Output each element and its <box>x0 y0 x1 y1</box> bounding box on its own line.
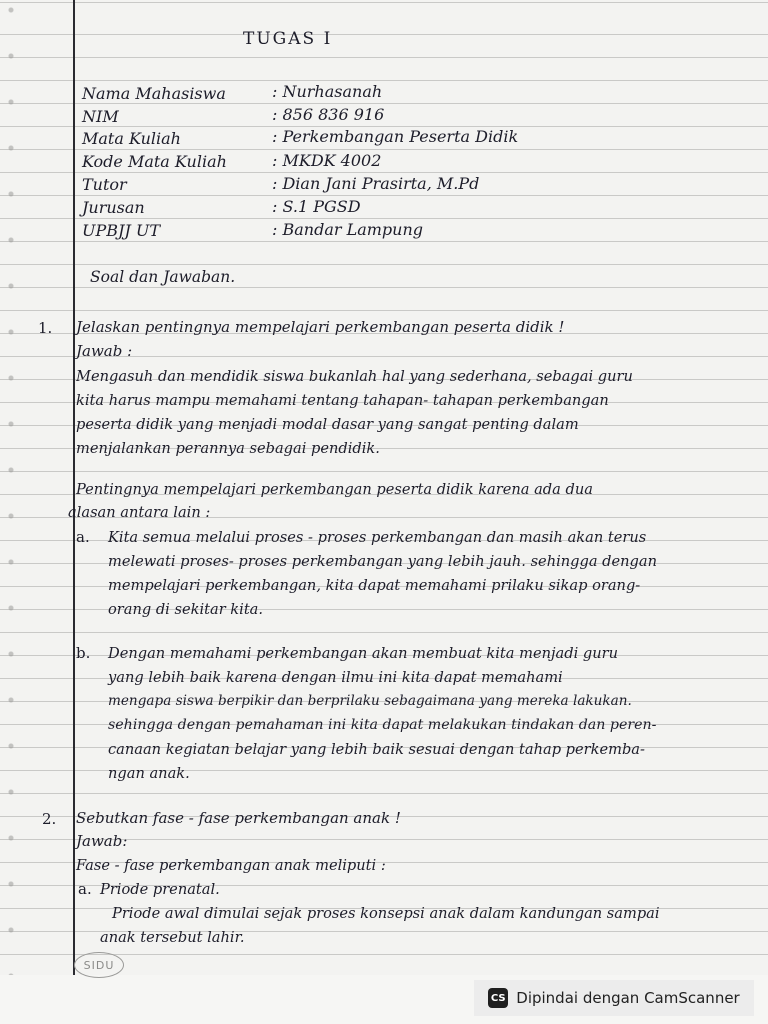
identity-value-code: : MKDK 4002 <box>272 151 382 170</box>
q1-point-b-line: sehingga dengan pemahaman ini kita dapat melakukan tindakan dan peren- <box>108 717 657 733</box>
q2-point-a-marker: a. <box>78 880 92 898</box>
binding-holes <box>4 0 18 975</box>
q1-point-a-marker: a. <box>76 528 90 546</box>
q1-para1-line: menjalankan perannya sebagai pendidik. <box>76 440 380 457</box>
q1-point-a-line: melewati proses- proses perkembangan yang lebih jauh. sehingga dengan <box>108 553 657 570</box>
q1-question: Jelaskan pentingnya mempelajari perkembangan peserta didik ! <box>76 318 565 336</box>
q1-point-b-line: mengapa siswa berpikir dan berprilaku sebagaimana yang mereka lakukan. <box>108 693 632 709</box>
q1-point-a-line: Kita semua melalui proses - proses perkembangan dan masih akan terus <box>108 529 647 546</box>
identity-value-upbjj: : Bandar Lampung <box>272 220 424 239</box>
identity-value-name: : Nurhasanah <box>272 82 383 101</box>
identity-label-name: Nama Mahasiswa <box>82 84 226 103</box>
identity-label-tutor: Tutor <box>82 175 127 194</box>
q1-para2-line: Pentingnya mempelajari perkembangan peserta didik karena ada dua <box>76 481 593 498</box>
q1-point-b-line: ngan anak. <box>108 765 190 782</box>
identity-label-upbjj: UPBJJ UT <box>82 221 161 240</box>
q1-point-a-line: mempelajari perkembangan, kita dapat memahami prilaku sikap orang- <box>108 577 641 594</box>
identity-label-course: Mata Kuliah <box>82 129 181 148</box>
q1-point-b-line: yang lebih baik karena dengan ilmu ini kita dapat memahami <box>108 669 563 686</box>
section-heading: Soal dan Jawaban. <box>90 268 236 286</box>
identity-label-code: Kode Mata Kuliah <box>82 152 227 171</box>
q1-para2-line: alasan antara lain : <box>68 504 211 521</box>
q2-intro: Fase - fase perkembangan anak meliputi : <box>76 857 386 874</box>
q2-point-a-line: anak tersebut lahir. <box>100 929 245 946</box>
sidu-logo: SIDU <box>74 952 124 978</box>
q1-point-b-marker: b. <box>76 644 91 662</box>
q1-point-a-line: orang di sekitar kita. <box>108 601 264 618</box>
q2-point-a-line: Priode awal dimulai sejak proses konsepsi anak dalam kandungan sampai <box>112 905 660 922</box>
camscanner-icon: CS <box>488 988 508 1008</box>
q2-point-a-title: Priode prenatal. <box>100 881 220 898</box>
q2-answer-label: Jawab: <box>76 832 128 850</box>
q1-answer-label: Jawab : <box>76 342 133 360</box>
margin-line <box>73 0 75 975</box>
page-title: TUGAS I <box>243 29 333 49</box>
q1-para1-line: Mengasuh dan mendidik siswa bukanlah hal yang sederhana, sebagai guru <box>76 368 633 385</box>
camscanner-badge <box>474 980 754 1016</box>
identity-value-tutor: : Dian Jani Prasirta, M.Pd <box>272 174 480 193</box>
identity-label-major: Jurusan <box>82 198 145 217</box>
q1-number: 1. <box>38 319 53 337</box>
q2-number: 2. <box>42 810 57 828</box>
q1-para1-line: kita harus mampu memahami tentang tahapan- tahapan perkembangan <box>76 392 609 409</box>
camscanner-text: Dipindai dengan CamScanner <box>516 989 740 1007</box>
identity-label-nim: NIM <box>82 107 119 126</box>
identity-value-nim: : 856 836 916 <box>272 105 385 124</box>
identity-value-major: : S.1 PGSD <box>272 197 361 216</box>
q1-point-b-line: Dengan memahami perkembangan akan membuat kita menjadi guru <box>108 645 618 662</box>
q1-para1-line: peserta didik yang menjadi modal dasar yang sangat penting dalam <box>76 416 579 433</box>
q2-question: Sebutkan fase - fase perkembangan anak ! <box>76 809 401 827</box>
q1-point-b-line: canaan kegiatan belajar yang lebih baik sesuai dengan tahap perkemba- <box>108 741 645 758</box>
identity-value-course: : Perkembangan Peserta Didik <box>272 127 519 146</box>
